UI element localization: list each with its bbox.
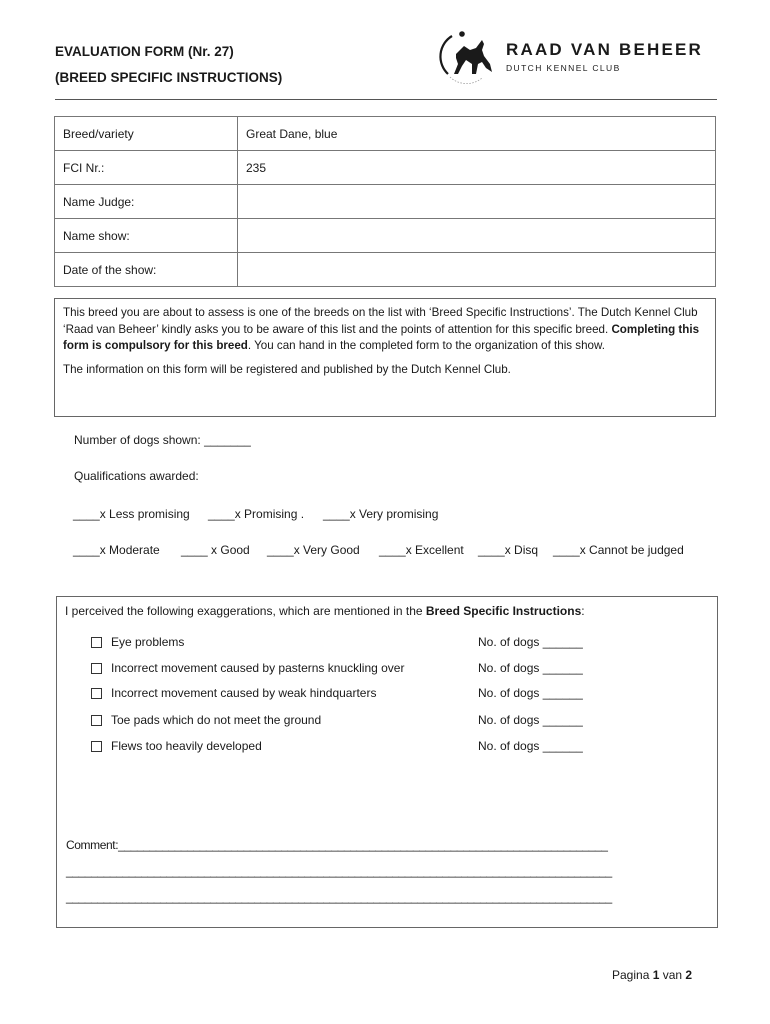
exaggeration-item-flews bbox=[91, 739, 691, 757]
qual-disq[interactable]: ____x Disq bbox=[478, 543, 539, 557]
table-row bbox=[55, 253, 716, 287]
qual-promising[interactable]: ____x Promising . bbox=[208, 507, 305, 521]
form-title: EVALUATION FORM (Nr. 27) bbox=[55, 44, 234, 59]
fci-value[interactable]: 235 bbox=[238, 151, 716, 185]
item-label: Toe pads which do not meet the ground bbox=[111, 713, 322, 727]
dog-count-field[interactable]: No. of dogs ______ bbox=[478, 739, 583, 753]
intro-text: I perceived the following exaggerations, which are mentioned in the bbox=[65, 604, 426, 618]
logo-name: RAAD VAN BEHEER bbox=[506, 40, 704, 59]
breed-value[interactable]: Great Dane, blue bbox=[238, 117, 716, 151]
exaggeration-item-pasterns bbox=[91, 661, 691, 679]
intro-bold: Breed Specific Instructions bbox=[425, 604, 582, 618]
dogs-shown[interactable]: Number of dogs shown: _______ bbox=[74, 433, 251, 447]
notice-paragraph bbox=[63, 305, 707, 355]
qual-cannot-be-judged[interactable]: ____x Cannot be judged bbox=[553, 543, 684, 557]
qual-very-promising[interactable]: ____x Very promising bbox=[323, 507, 439, 521]
dog-count-field[interactable]: No. of dogs ______ bbox=[478, 661, 583, 675]
logo-subtitle: DUTCH KENNEL CLUB bbox=[506, 63, 621, 73]
qualifications-row-1 bbox=[0, 507, 770, 523]
qual-less-promising[interactable]: ____x Less promising bbox=[73, 507, 190, 521]
table-row bbox=[55, 219, 716, 253]
item-label: Flews too heavily developed bbox=[111, 739, 262, 753]
item-label: Incorrect movement caused by pasterns knuckling over bbox=[111, 661, 405, 675]
notice-box bbox=[54, 298, 716, 417]
checkbox[interactable] bbox=[91, 715, 102, 726]
dog-count-field[interactable]: No. of dogs ______ bbox=[478, 713, 583, 727]
checkbox[interactable] bbox=[91, 637, 102, 648]
table-row bbox=[55, 117, 716, 151]
page-number bbox=[612, 968, 692, 982]
checkbox[interactable] bbox=[91, 663, 102, 674]
page-prefix: Pagina bbox=[612, 968, 653, 982]
item-label: Eye problems bbox=[111, 635, 185, 649]
notice-text-end: . You can hand in the completed form to the organization of this show. bbox=[247, 339, 605, 352]
header-divider bbox=[55, 99, 717, 100]
exaggerations-intro bbox=[65, 604, 585, 618]
show-name-label: Name show: bbox=[55, 219, 238, 253]
show-info-table bbox=[54, 116, 716, 287]
total-pages: 2 bbox=[685, 968, 693, 982]
qual-moderate[interactable]: ____x Moderate bbox=[73, 543, 160, 557]
checkbox[interactable] bbox=[91, 741, 102, 752]
qual-good[interactable]: ____ x Good bbox=[181, 543, 250, 557]
exaggeration-item-toe-pads bbox=[91, 713, 691, 731]
judge-label: Name Judge: bbox=[55, 185, 238, 219]
qual-excellent[interactable]: ____x Excellent bbox=[379, 543, 464, 557]
qual-very-good[interactable]: ____x Very Good bbox=[267, 543, 360, 557]
notice-text: This breed you are about to assess is one of the breeds on the list with ‘Breed Specific Instructions’. The Dutch Kennel Club ‘Raad van Beheer’ kindly asks you to be aware of this list and the points of attention for this specific breed. bbox=[63, 306, 698, 336]
show-date-field[interactable] bbox=[238, 253, 716, 287]
comment-field[interactable]: Comment:______________________________________________________________________________ bbox=[66, 838, 608, 852]
show-name-field[interactable] bbox=[238, 219, 716, 253]
table-row bbox=[55, 151, 716, 185]
show-date-label: Date of the show: bbox=[55, 253, 238, 287]
exaggerations-box bbox=[56, 596, 718, 928]
qualifications-row-2 bbox=[0, 543, 770, 559]
qualifications-label: Qualifications awarded: bbox=[74, 469, 199, 483]
notice-bold: Completing this form is compulsory for this breed bbox=[63, 322, 700, 352]
dog-count-field[interactable]: No. of dogs ______ bbox=[478, 635, 583, 649]
item-label: Incorrect movement caused by weak hindquarters bbox=[111, 686, 377, 700]
comment-line[interactable]: _______________________________________________________________________________________ bbox=[66, 890, 612, 904]
breed-label: Breed/variety bbox=[55, 117, 238, 151]
current-page: 1 bbox=[652, 968, 660, 982]
page-middle: van bbox=[659, 968, 686, 982]
judge-field[interactable] bbox=[238, 185, 716, 219]
intro-suffix: : bbox=[581, 604, 585, 618]
dutch-kennel-club-logo bbox=[438, 30, 708, 85]
form-subtitle: (BREED SPECIFIC INSTRUCTIONS) bbox=[55, 70, 283, 85]
notice-registration: The information on this form will be registered and published by the Dutch Kennel Club. bbox=[63, 362, 511, 376]
checkbox[interactable] bbox=[91, 688, 102, 699]
dog-count-field[interactable]: No. of dogs ______ bbox=[478, 686, 583, 700]
table-row bbox=[55, 185, 716, 219]
exaggeration-item-eye-problems bbox=[91, 635, 691, 653]
fci-label: FCI Nr.: bbox=[55, 151, 238, 185]
dog-emblem-icon bbox=[438, 30, 500, 85]
exaggeration-item-hindquarters bbox=[91, 686, 691, 704]
comment-line[interactable]: _______________________________________________________________________________________ bbox=[66, 864, 612, 878]
